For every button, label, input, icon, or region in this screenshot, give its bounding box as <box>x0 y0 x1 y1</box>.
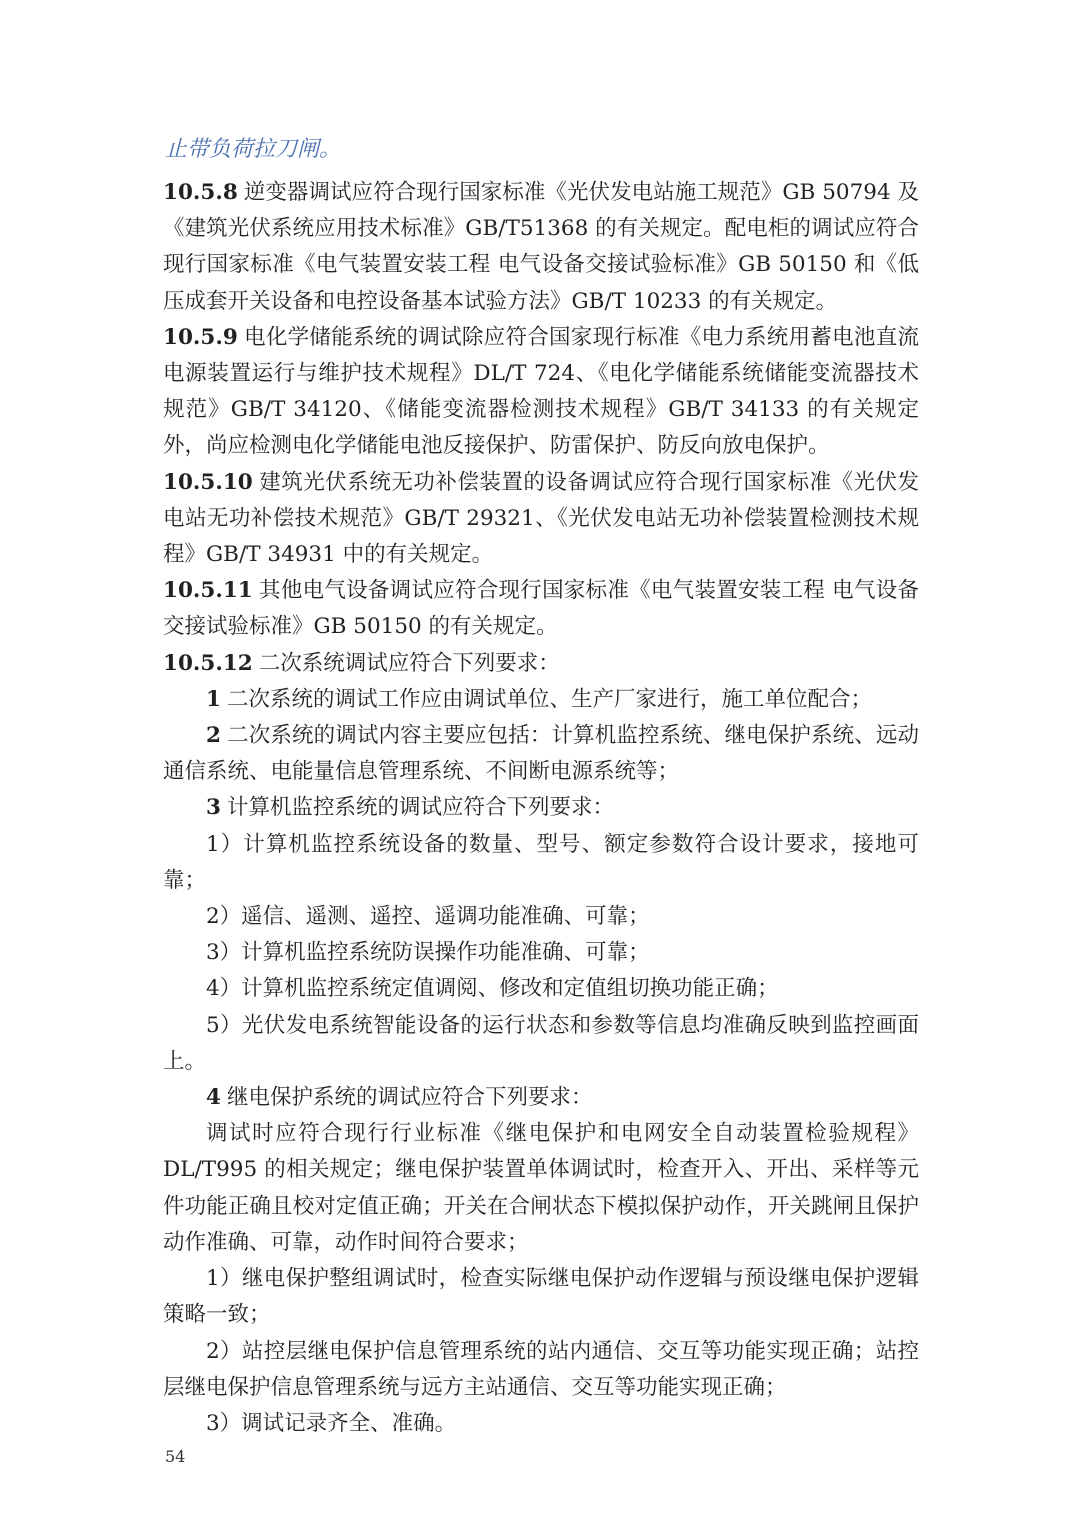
item-text: 计算机监控系统的调试应符合下列要求： <box>226 795 614 821</box>
continued-note: 止带负荷拉刀闸。 <box>165 137 342 162</box>
subitem-3-2: 2）遥信、遥测、遥控、遥调功能准确、可靠； <box>206 904 650 930</box>
subitem-3-1: 1）计算机监控系统设备的数量、型号、额定参数符合设计要求，接地可靠； <box>163 831 919 893</box>
item-1 <box>163 682 919 718</box>
subitem-3-5: 5）光伏发电系统智能设备的运行状态和参数等信息均准确反映到监控画面上。 <box>163 1012 919 1074</box>
item-2 <box>163 718 919 790</box>
item-number: 3 <box>206 795 221 821</box>
clause-text: 建筑光伏系统无功补偿装置的设备调试应符合现行国家标准《光伏发电站无功补偿技术规范》GB/T 29321、《光伏发电站无功补偿装置检测技术规程》GB/T 34931 中的有关规定。 <box>163 469 919 568</box>
clause-text: 电化学储能系统的调试除应符合国家现行标准《电力系统用蓄电池直流电源装置运行与维护技术规程》DL/T 724、《电化学储能系统储能变流器技术规范》GB/T 34120、《储能变流器检测技术规程》GB/T 34133 的有关规定外，尚应检测电化学储能电池反接保护、防雷保护、防反向放电保护。 <box>163 324 919 459</box>
clause-10-5-9 <box>163 320 919 465</box>
clause-number: 10.5.9 <box>163 324 238 350</box>
subitem-3-4: 4）计算机监控系统定值调阅、修改和定值组切换功能正确； <box>206 976 779 1002</box>
item-4-intro: 调试时应符合现行行业标准《继电保护和电网安全自动装置检验规程》DL/T995 的相关规定；继电保护装置单体调试时，检查开入、开出、采样等元件功能正确且校对定值正确；开关在合闸状态下模拟保护动作，开关跳闸且保护动作准确、可靠，动作时间符合要求； <box>163 1121 919 1255</box>
item-text: 继电保护系统的调试应符合下列要求： <box>226 1085 593 1111</box>
item-number: 1 <box>206 686 221 712</box>
clause-number: 10.5.8 <box>163 180 238 205</box>
subitem-4-1: 1）继电保护整组调试时，检查实际继电保护动作逻辑与预设继电保护逻辑策略一致； <box>163 1266 919 1328</box>
clause-10-5-12 <box>163 646 919 682</box>
clause-10-5-11 <box>163 573 919 645</box>
item-3 <box>163 790 919 826</box>
page-number: 54 <box>165 1447 186 1466</box>
clause-text: 其他电气设备调试应符合现行国家标准《电气装置安装工程 电气设备交接试验标准》GB 50150 的有关规定。 <box>163 578 919 640</box>
subitem-4-2: 2）站控层继电保护信息管理系统的站内通信、交互等功能实现正确；站控层继电保护信息管理系统与远方主站通信、交互等功能实现正确； <box>163 1338 919 1400</box>
clause-text: 逆变器调试应符合现行国家标准《光伏发电站施工规范》GB 50794 及《建筑光伏系统应用技术标准》GB/T51368 的有关规定。配电柜的调试应符合现行国家标准《电气装置安装工程 电气设备交接试验标准》GB 50150 和《低压成套开关设备和电控设备基本试验方法》GB/T 10233 的有关规定。 <box>163 180 919 314</box>
item-number: 4 <box>206 1085 221 1111</box>
item-text: 二次系统的调试内容主要应包括：计算机监控系统、继电保护系统、远动通信系统、电能量信息管理系统、不间断电源系统等； <box>163 723 919 785</box>
item-number: 2 <box>206 723 221 749</box>
item-text: 二次系统的调试工作应由调试单位、生产厂家进行，施工单位配合； <box>226 686 872 712</box>
item-4 <box>163 1080 919 1116</box>
body-text <box>163 175 919 1442</box>
clause-10-5-10 <box>163 465 919 574</box>
subitem-4-3: 3）调试记录齐全、准确。 <box>206 1410 457 1436</box>
clause-number: 10.5.12 <box>163 650 253 676</box>
subitem-3-3: 3）计算机监控系统防误操作功能准确、可靠； <box>206 940 650 966</box>
clause-text: 二次系统调试应符合下列要求： <box>258 650 560 676</box>
clause-number: 10.5.10 <box>163 469 253 495</box>
clause-10-5-8 <box>163 175 919 320</box>
clause-number: 10.5.11 <box>163 578 253 604</box>
